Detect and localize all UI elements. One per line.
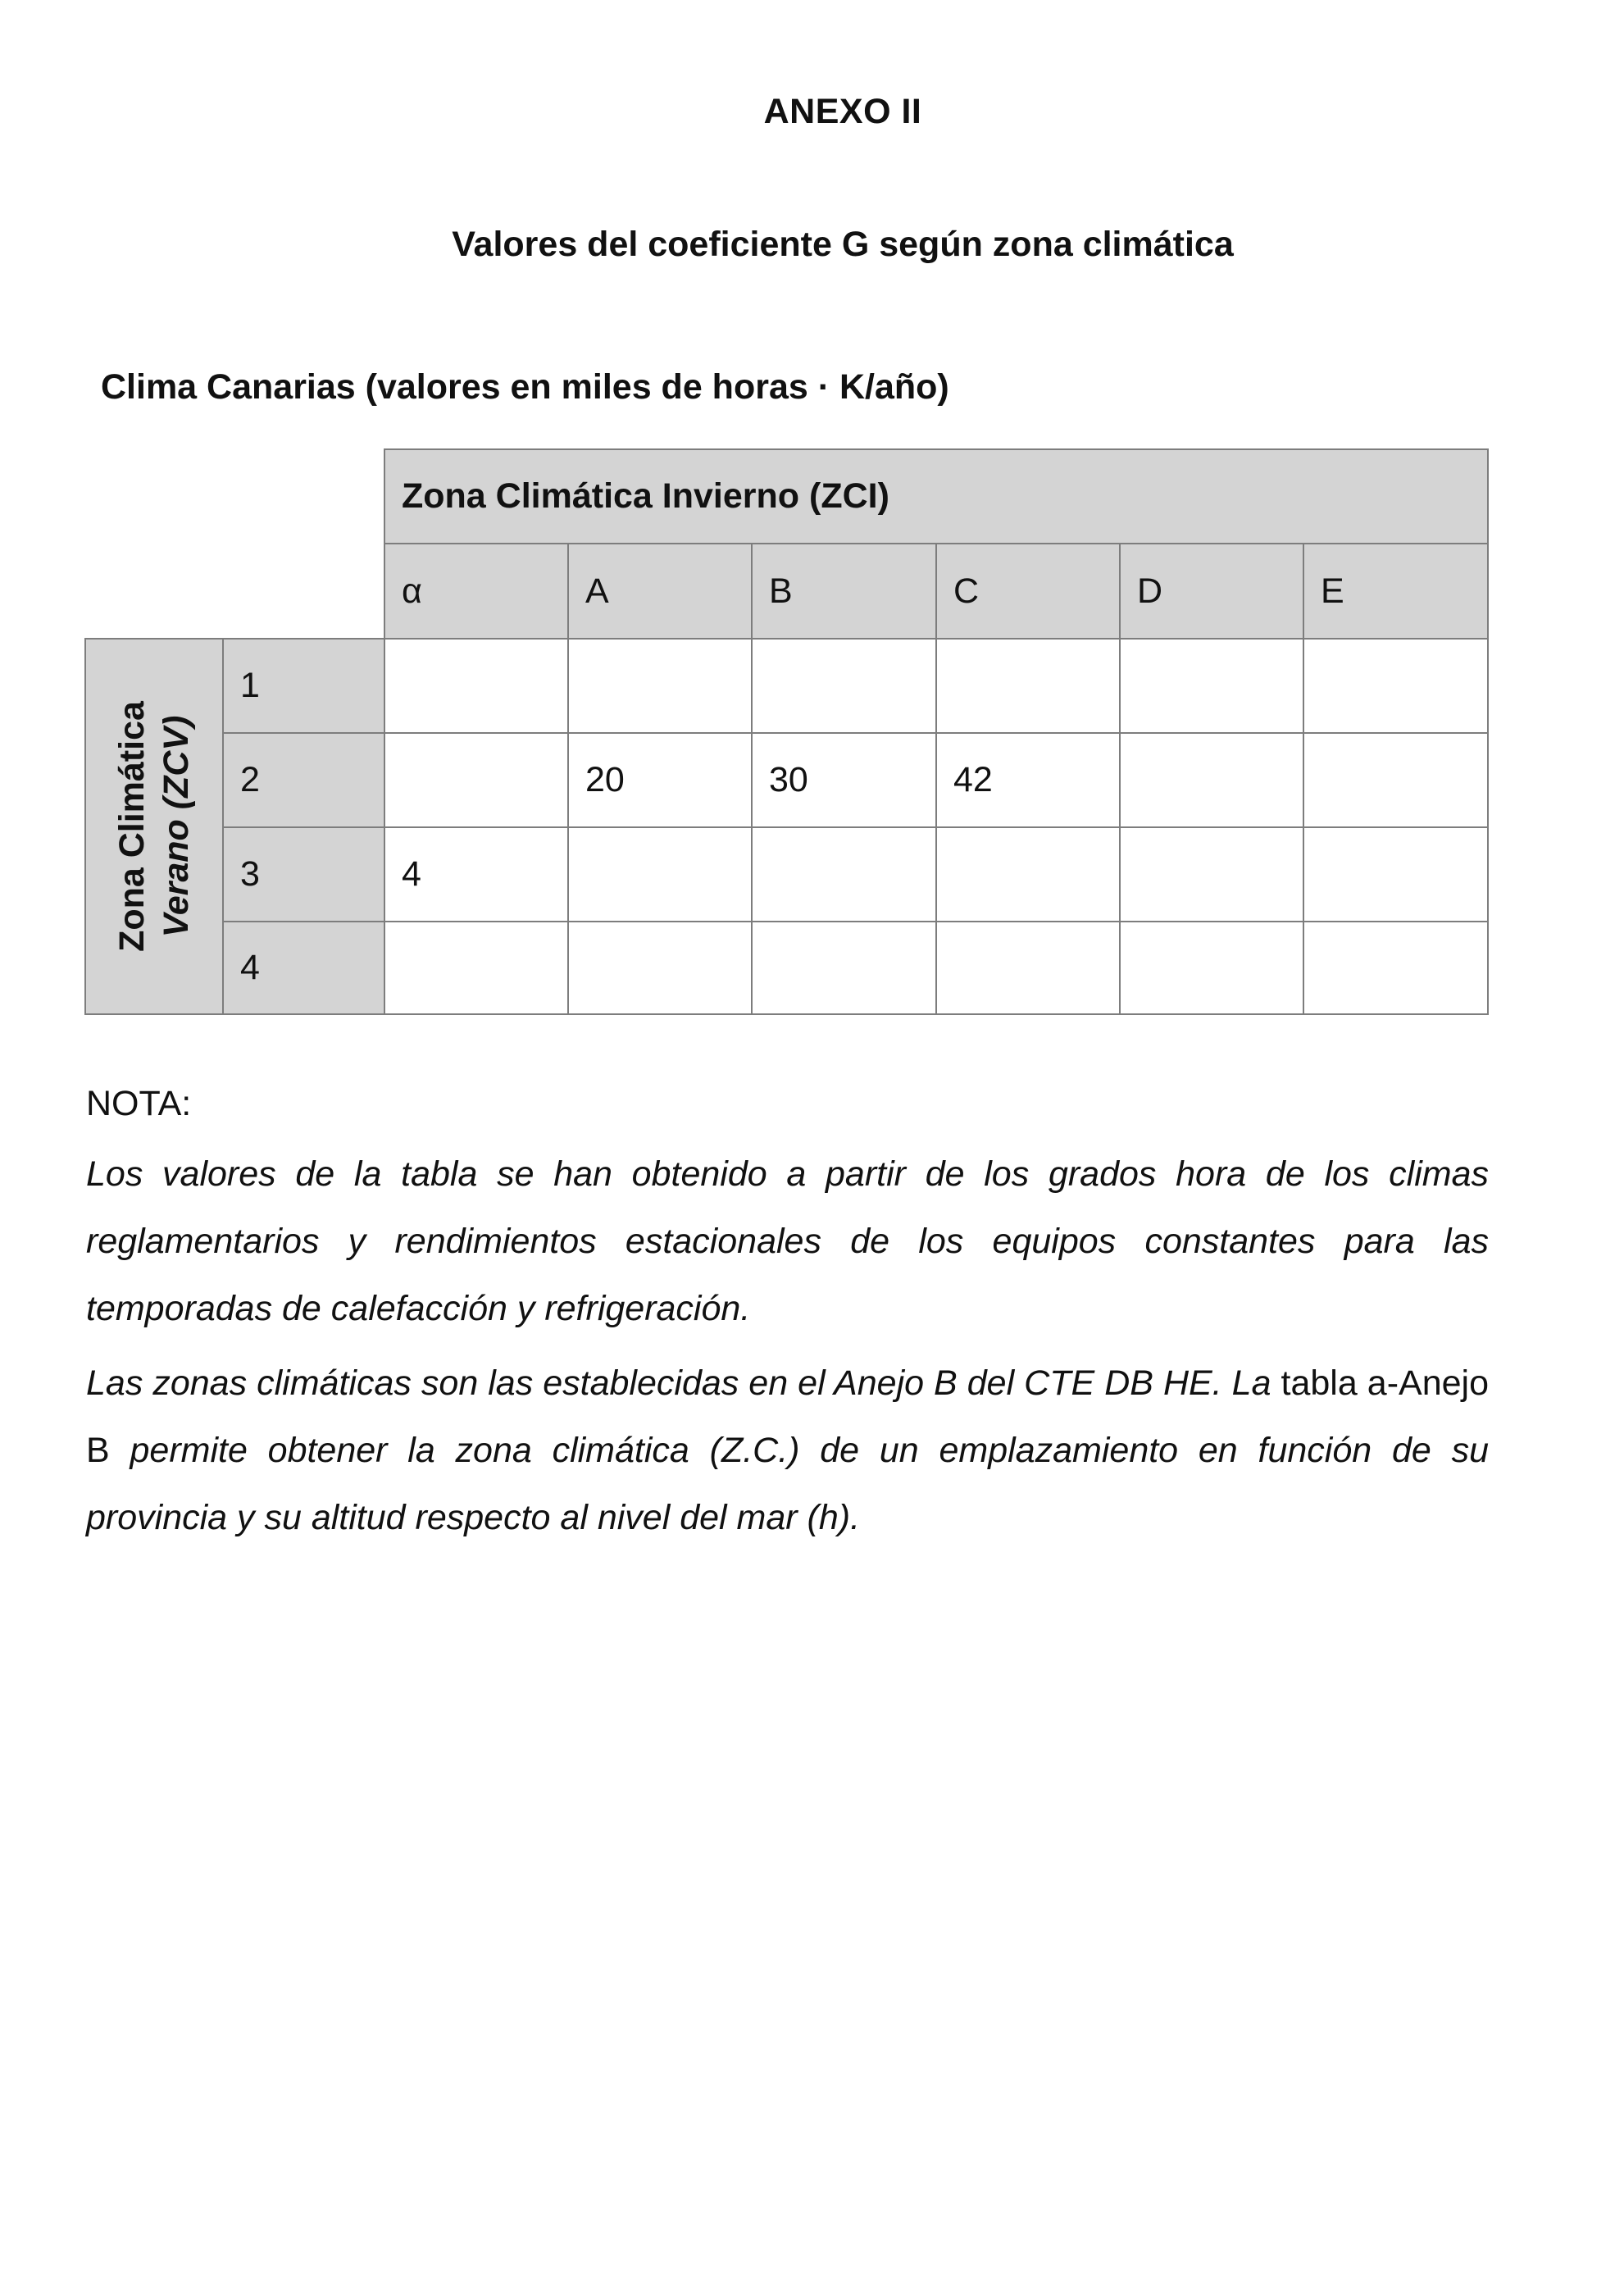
note-paragraph-2 bbox=[86, 1350, 1489, 1551]
table-cell: 4 bbox=[384, 826, 569, 922]
note-label: NOTA: bbox=[86, 1084, 192, 1123]
table-cell bbox=[384, 638, 569, 734]
zci-header: Zona Climática Invierno (ZCI) bbox=[384, 448, 1489, 544]
table-cell bbox=[935, 826, 1121, 922]
note-paragraph-2-part-2: permite obtener la zona climática (Z.C.) de un emplazamiento en función de su provincia y su altitud respecto al nivel del mar (h). bbox=[86, 1431, 1489, 1537]
row-label-1: 1 bbox=[222, 638, 385, 734]
table-cell: 30 bbox=[751, 732, 937, 828]
table-cell bbox=[1303, 826, 1489, 922]
column-header-b: B bbox=[751, 543, 937, 640]
table-cell: 42 bbox=[935, 732, 1121, 828]
column-header-c: C bbox=[935, 543, 1121, 640]
table-cell bbox=[935, 921, 1121, 1015]
row-label-3: 3 bbox=[222, 826, 385, 922]
section-title: Clima Canarias (valores en miles de horas · K/año) bbox=[101, 367, 949, 407]
table-cell bbox=[384, 921, 569, 1015]
zcv-header-line1: Zona Climática bbox=[112, 701, 152, 952]
row-label-2: 2 bbox=[222, 732, 385, 828]
table-cell bbox=[384, 732, 569, 828]
table-cell bbox=[1119, 732, 1304, 828]
note-paragraph-1: Los valores de la tabla se han obtenido a partir de los grados hora de los climas reglamentarios y rendimientos estacionales de los equipos constantes para las temporadas de calefacción y refrigeración. bbox=[86, 1154, 1489, 1328]
table-cell bbox=[567, 826, 753, 922]
annex-title: ANEXO II bbox=[763, 92, 922, 131]
table-cell bbox=[1303, 921, 1489, 1015]
table-cell: 20 bbox=[567, 732, 753, 828]
note-paragraph-2-table-reference: tabla a-Anejo B bbox=[86, 1363, 1490, 1470]
zcv-header-line2: Verano (ZCV) bbox=[157, 715, 196, 938]
column-header-alpha: α bbox=[384, 543, 569, 640]
zcv-header bbox=[84, 638, 224, 1015]
table-cell bbox=[935, 638, 1121, 734]
column-header-d: D bbox=[1119, 543, 1304, 640]
note-paragraph-2-part-1: Las zonas climáticas son las establecidas en el Anejo B del CTE DB HE. La bbox=[86, 1363, 1271, 1403]
table-cell bbox=[1303, 732, 1489, 828]
table-cell bbox=[751, 921, 937, 1015]
table-cell bbox=[1119, 638, 1304, 734]
document-title: Valores del coeficiente G según zona climática bbox=[452, 225, 1234, 264]
row-label-4: 4 bbox=[222, 921, 385, 1015]
table-cell bbox=[567, 638, 753, 734]
table-cell bbox=[751, 638, 937, 734]
table-cell bbox=[1303, 638, 1489, 734]
column-header-e: E bbox=[1303, 543, 1489, 640]
table-cell bbox=[1119, 921, 1304, 1015]
table-cell bbox=[567, 921, 753, 1015]
table-cell bbox=[1119, 826, 1304, 922]
column-header-a: A bbox=[567, 543, 753, 640]
table-cell bbox=[751, 826, 937, 922]
